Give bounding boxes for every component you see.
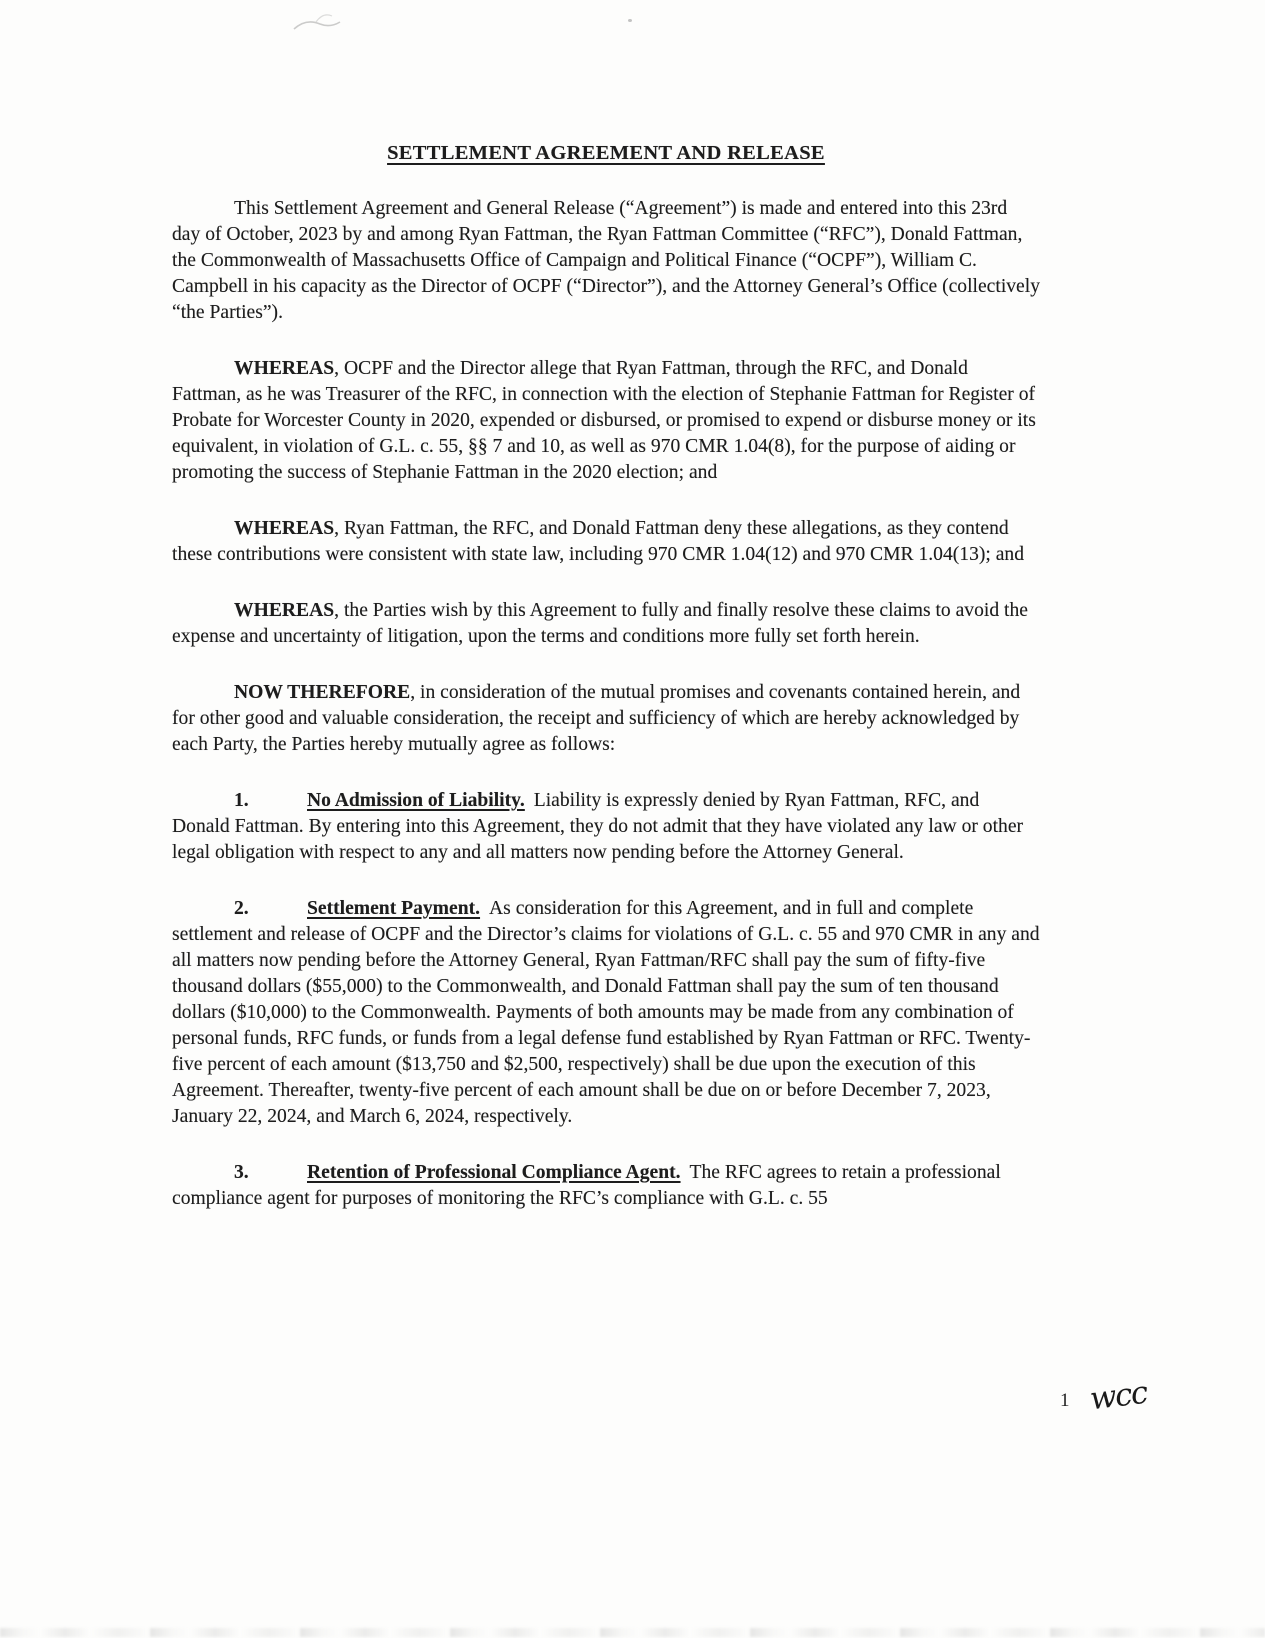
paragraph-lead: WHEREAS <box>234 600 335 621</box>
paragraph-text: This Settlement Agreement and General Release (“Agreement”) is made and entered into this 23rd day of October, 2023 by and among Ryan Fattman, the Ryan Fattman Committee (“RFC”), Donald Fattman, the Commonwealth of Massachusetts Office of Campaign and Political Finance (“OCPF”), William C. Campbell in his capacity as the Director of OCPF (“Director”), and the Attorney General’s Office (collectively “the Parties”). <box>172 198 1040 323</box>
section-text: The RFC agrees to retain a professional compliance agent for purposes of monitoring the RFC’s compliance with G.L. c. 55 <box>172 1162 1001 1209</box>
squiggle-mark-icon <box>290 10 364 36</box>
paragraph-lead: WHEREAS <box>234 518 335 539</box>
intro-paragraph <box>172 196 1040 326</box>
section-2-settlement-payment <box>172 896 1040 1130</box>
now-therefore-clause <box>172 680 1040 758</box>
section-3-retention-of-compliance-agent <box>172 1160 1040 1212</box>
scan-artifact-squiggle <box>290 10 364 41</box>
paragraph-text: , OCPF and the Director allege that Ryan Fattman, through the RFC, and Donald Fattman, as he was Treasurer of the RFC, in connection with the election of Stephanie Fattman for Register of Probate for Worcester County in 2020, expended or disbursed, or promised to expend or disburse money or its equivalent, in violation of G.L. c. 55, §§ 7 and 10, as well as 970 CMR 1.04(8), for the purpose of aiding or promoting the success of Stephanie Fattman in the 2020 election; and <box>172 358 1036 483</box>
document-body <box>172 140 1040 1212</box>
paragraph-lead: NOW THEREFORE <box>234 682 411 703</box>
document-title: SETTLEMENT AGREEMENT AND RELEASE <box>387 142 825 164</box>
scan-artifact-bottom-edge <box>0 1628 1265 1637</box>
whereas-clause-1 <box>172 356 1040 486</box>
section-text: As consideration for this Agreement, and in full and complete settlement and release of OCPF and the Director’s claims for violations of G.L. c. 55 and 970 CMR in any and all matters now pending before the Attorney General, Ryan Fattman/RFC shall pay the sum of fifty-five thousand dollars ($55,000) to the Commonwealth, and Donald Fattman shall pay the sum of ten thousand dollars ($10,000) to the Commonwealth. Payments of both amounts may be made from any combination of personal funds, RFC funds, or funds from a legal defense fund established by Ryan Fattman or RFC. Twenty-five percent of each amount ($13,750 and $2,500, respectively) shall be due upon the execution of this Agreement. Thereafter, twenty-five percent of each amount shall be due on or before December 7, 2023, January 22, 2024, and March 6, 2024, respectively. <box>172 898 1040 1127</box>
section-number: 2. <box>234 898 249 919</box>
section-1-no-admission-of-liability <box>172 788 1040 866</box>
page-number: 1 <box>1060 1390 1070 1411</box>
reviewer-initials: wcc <box>1088 1374 1149 1418</box>
scan-artifact-dot <box>628 19 632 22</box>
paragraph-text: , the Parties wish by this Agreement to fully and finally resolve these claims to avoid the expense and uncertainty of litigation, upon the terms and conditions more fully set forth herein. <box>172 600 1028 647</box>
paragraph-lead: WHEREAS <box>234 358 335 379</box>
whereas-clause-3 <box>172 598 1040 650</box>
paragraph-text: , Ryan Fattman, the RFC, and Donald Fattman deny these allegations, as they contend these contributions were consistent with state law, including 970 CMR 1.04(12) and 970 CMR 1.04(13); and <box>172 518 1025 565</box>
section-text: Liability is expressly denied by Ryan Fattman, RFC, and Donald Fattman. By entering into this Agreement, they do not admit that they have violated any law or other legal obligation with respect to any and all matters now pending before the Attorney General. <box>172 790 1024 863</box>
section-number: 3. <box>234 1162 249 1183</box>
section-heading: No Admission of Liability. <box>307 790 525 811</box>
whereas-clause-2 <box>172 516 1040 568</box>
paragraph-text: , in consideration of the mutual promises and covenants contained herein, and for other good and valuable consideration, the receipt and sufficiency of which are hereby acknowledged by each Party, the Parties hereby mutually agree as follows: <box>172 682 1021 755</box>
section-heading: Retention of Professional Compliance Agent. <box>307 1162 681 1183</box>
section-heading: Settlement Payment. <box>307 898 481 919</box>
section-number: 1. <box>234 790 249 811</box>
